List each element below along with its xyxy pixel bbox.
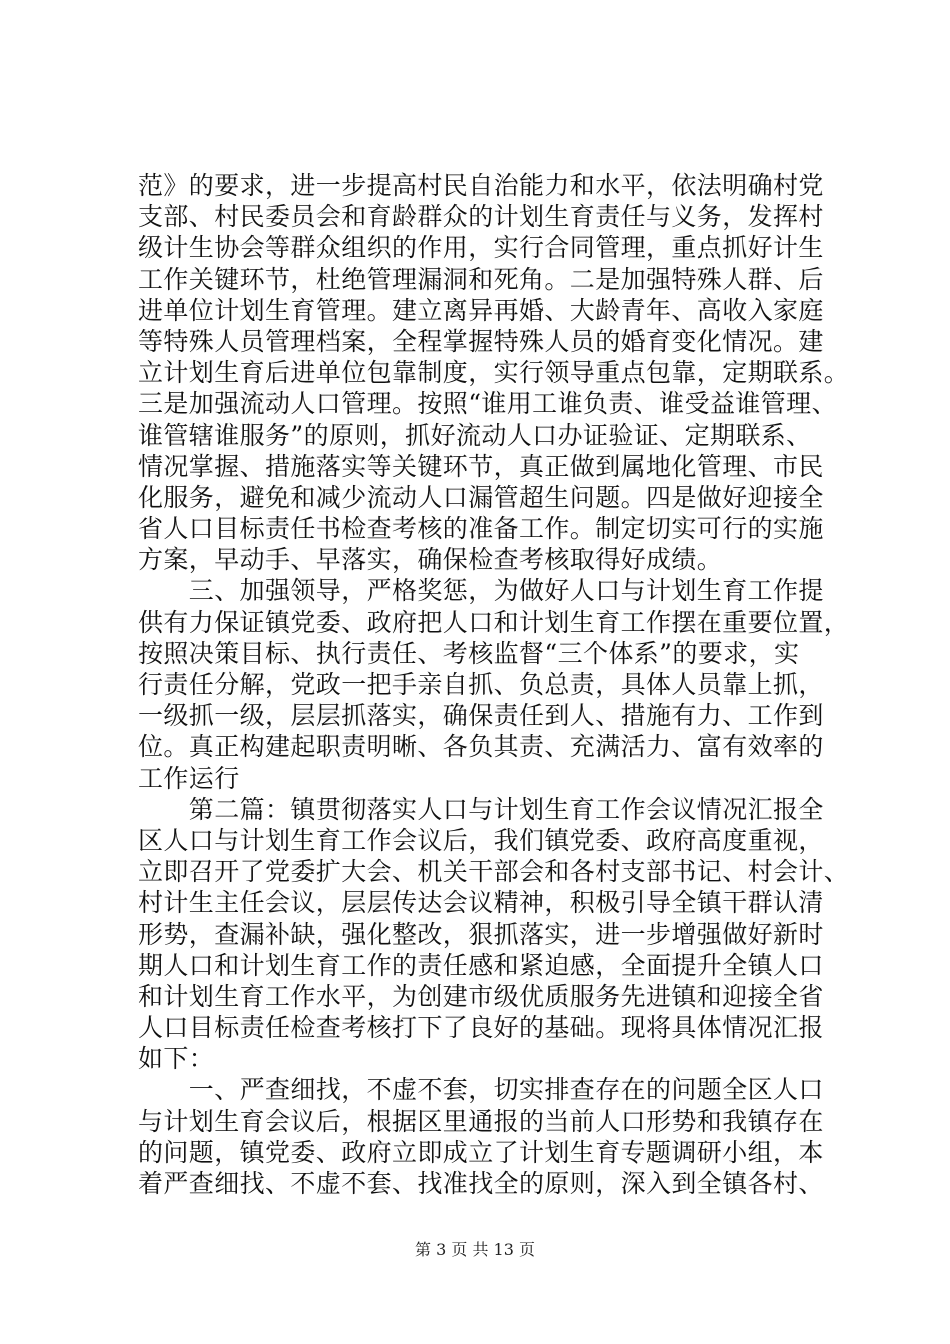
text-line: 着严查细找、不虚不套、找准找全的原则，深入到全镇各村、 (138, 1169, 824, 1198)
text-line: 人口目标责任检查考核打下了良好的基础。现将具体情况汇报 (138, 1013, 824, 1043)
text-line: 立即召开了党委扩大会、机关干部会和各村支部书记、村会计、 (138, 857, 850, 887)
text-line: 供有力保证镇党委、政府把人口和计划生育工作摆在重要位置， (138, 607, 850, 637)
text-line: 工作运行 (138, 763, 240, 793)
text-line: 范》的要求，进一步提高村民自治能力和水平，依法明确村党 (138, 171, 824, 200)
text-line: 情况掌握、措施落实等关键环节，真正做到属地化管理、市民 (138, 451, 824, 481)
text-line: 谁管辖谁服务”的原则，抓好流动人口办证验证、定期联系、 (138, 420, 812, 450)
text-line: 工作关键环节，杜绝管理漏洞和死角。二是加强特殊人群、后 (138, 264, 824, 294)
document-body (138, 170, 850, 1199)
text-line: 级计生协会等群众组织的作用，实行合同管理，重点抓好计生 (138, 233, 824, 263)
text-line: 支部、村民委员会和育龄群众的计划生育责任与义务，发挥村 (138, 202, 824, 232)
text-line: 按照决策目标、执行责任、考核监督“三个体系”的要求，实 (138, 638, 800, 668)
text-line: 立计划生育后进单位包靠制度，实行领导重点包靠，定期联系。 (138, 358, 850, 388)
text-line: 三是加强流动人口管理。按照“谁用工谁负责、谁受益谁管理、 (138, 389, 837, 419)
text-line: 区人口与计划生育工作会议后，我们镇党委、政府高度重视， (138, 825, 824, 855)
text-line: 与计划生育会议后，根据区里通报的当前人口形势和我镇存在 (138, 1106, 824, 1136)
text-line: 进单位计划生育管理。建立离异再婚、大龄青年、高收入家庭 (138, 295, 824, 325)
page-number-footer: 第 3 页 共 13 页 (415, 1240, 535, 1259)
text-line: 省人口目标责任书检查考核的准备工作。制定切实可行的实施 (138, 514, 824, 544)
text-line: 村计生主任会议，层层传达会议精神，积极引导全镇干群认清 (138, 888, 824, 918)
text-line: 化服务，避免和减少流动人口漏管超生问题。四是做好迎接全 (138, 482, 824, 512)
text-line: 和计划生育工作水平，为创建市级优质服务先进镇和迎接全省 (138, 981, 824, 1011)
text-line: 位。真正构建起职责明晰、各负其责、充满活力、富有效率的 (138, 732, 824, 762)
text-line: 第二篇：镇贯彻落实人口与计划生育工作会议情况汇报全 (138, 794, 824, 824)
text-line: 的问题，镇党委、政府立即成立了计划生育专题调研小组，本 (138, 1137, 824, 1167)
text-line: 期人口和计划生育工作的责任感和紧迫感，全面提升全镇人口 (138, 950, 824, 980)
text-line: 一级抓一级，层层抓落实，确保责任到人、措施有力、工作到 (138, 701, 824, 731)
text-line: 形势，查漏补缺，强化整改，狠抓落实，进一步增强做好新时 (138, 919, 824, 949)
text-line: 等特殊人员管理档案，全程掌握特殊人员的婚育变化情况。建 (138, 326, 824, 356)
text-line: 行责任分解，党政一把手亲自抓、负总责，具体人员靠上抓， (138, 670, 824, 699)
text-line: 如下： (138, 1044, 215, 1074)
text-line: 方案，早动手、早落实，确保检查考核取得好成绩。 (138, 545, 723, 575)
text-line: 一、严查细找，不虚不套，切实排查存在的问题全区人口 (138, 1075, 824, 1105)
text-line: 三、加强领导，严格奖惩，为做好人口与计划生育工作提 (138, 576, 824, 606)
